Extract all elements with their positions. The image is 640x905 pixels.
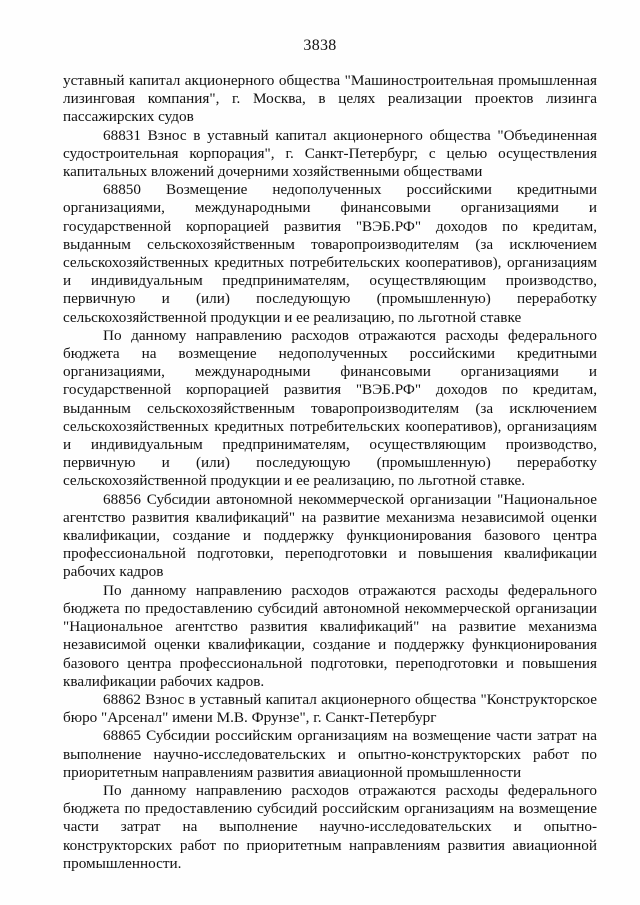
paragraph-68862: 68862 Взнос в уставный капитал акционерного общества "Конструкторское бюро "Арсенал" имени М.В. Фрунзе", г. Санкт-Петербург bbox=[63, 690, 597, 727]
paragraph-68850-description: По данному направлению расходов отражаются расходы федерального бюджета на возмещение недополученных российскими кредитными организациями, международными финансовыми организациями и государственной корпорацией развития "ВЭБ.РФ" доходов по кредитам, выданным сельскохозяйственным товаропроизводителям (за исключением сельскохозяйственных кредитных потребительских кооперативов), организациям и индивидуальным предпринимателям, осуществляющим производство, первичную и (или) последующую (промышленную) переработку сельскохозяйственной продукции и ее реализацию, по льготной ставке. bbox=[63, 326, 597, 490]
paragraph-68831: 68831 Взнос в уставный капитал акционерного общества "Объединенная судостроительная корпорация", г. Санкт-Петербург, с целью осуществления капитальных вложений дочерними хозяйственными обществами bbox=[63, 126, 597, 181]
paragraph-68850: 68850 Возмещение недополученных российскими кредитными организациями, международными финансовыми организациями и государственной корпорацией развития "ВЭБ.РФ" доходов по кредитам, выданным сельскохозяйственным товаропроизводителям (за исключением сельскохозяйственных кредитных потребительских кооперативов), организациям и индивидуальным предпринимателям, осуществляющим производство, первичную и (или) последующую (промышленную) переработку сельскохозяйственной продукции и ее реализацию, по льготной ставке bbox=[63, 181, 597, 326]
paragraph-68865-description: По данному направлению расходов отражаются расходы федерального бюджета по предоставлению субсидий российским организациям на возмещение части затрат на выполнение научно-исследовательских и опытно-конструкторских работ по приоритетным направлениям развития авиационной промышленности. bbox=[63, 781, 597, 872]
paragraph-68865: 68865 Субсидии российским организациям на возмещение части затрат на выполнение научно-исследовательских и опытно-конструкторских работ по приоритетным направлениям развития авиационной промышленности bbox=[63, 727, 597, 781]
paragraph-continuation: уставный капитал акционерного общества "Машиностроительная промышленная лизинговая компания", г. Москва, в целях реализации проектов лизинга пассажирских судов bbox=[63, 72, 597, 126]
paragraph-68856-description: По данному направлению расходов отражаются расходы федерального бюджета по предоставлению субсидий автономной некоммерческой организации "Национальное агентство развития квалификаций" на развитие механизма независимой оценки квалификации, создание и поддержку функционирования базового центра профессиональной подготовки, переподготовки и повышения квалификации рабочих кадров. bbox=[63, 581, 597, 690]
document-body bbox=[63, 72, 597, 873]
paragraph-68856: 68856 Субсидии автономной некоммерческой организации "Национальное агентство развития квалификаций" на развитие механизма независимой оценки квалификации, создание и поддержку функционирования базового центра профессиональной подготовки, переподготовки и повышения квалификации рабочих кадров bbox=[63, 490, 597, 581]
page-number: 3838 bbox=[303, 37, 337, 54]
